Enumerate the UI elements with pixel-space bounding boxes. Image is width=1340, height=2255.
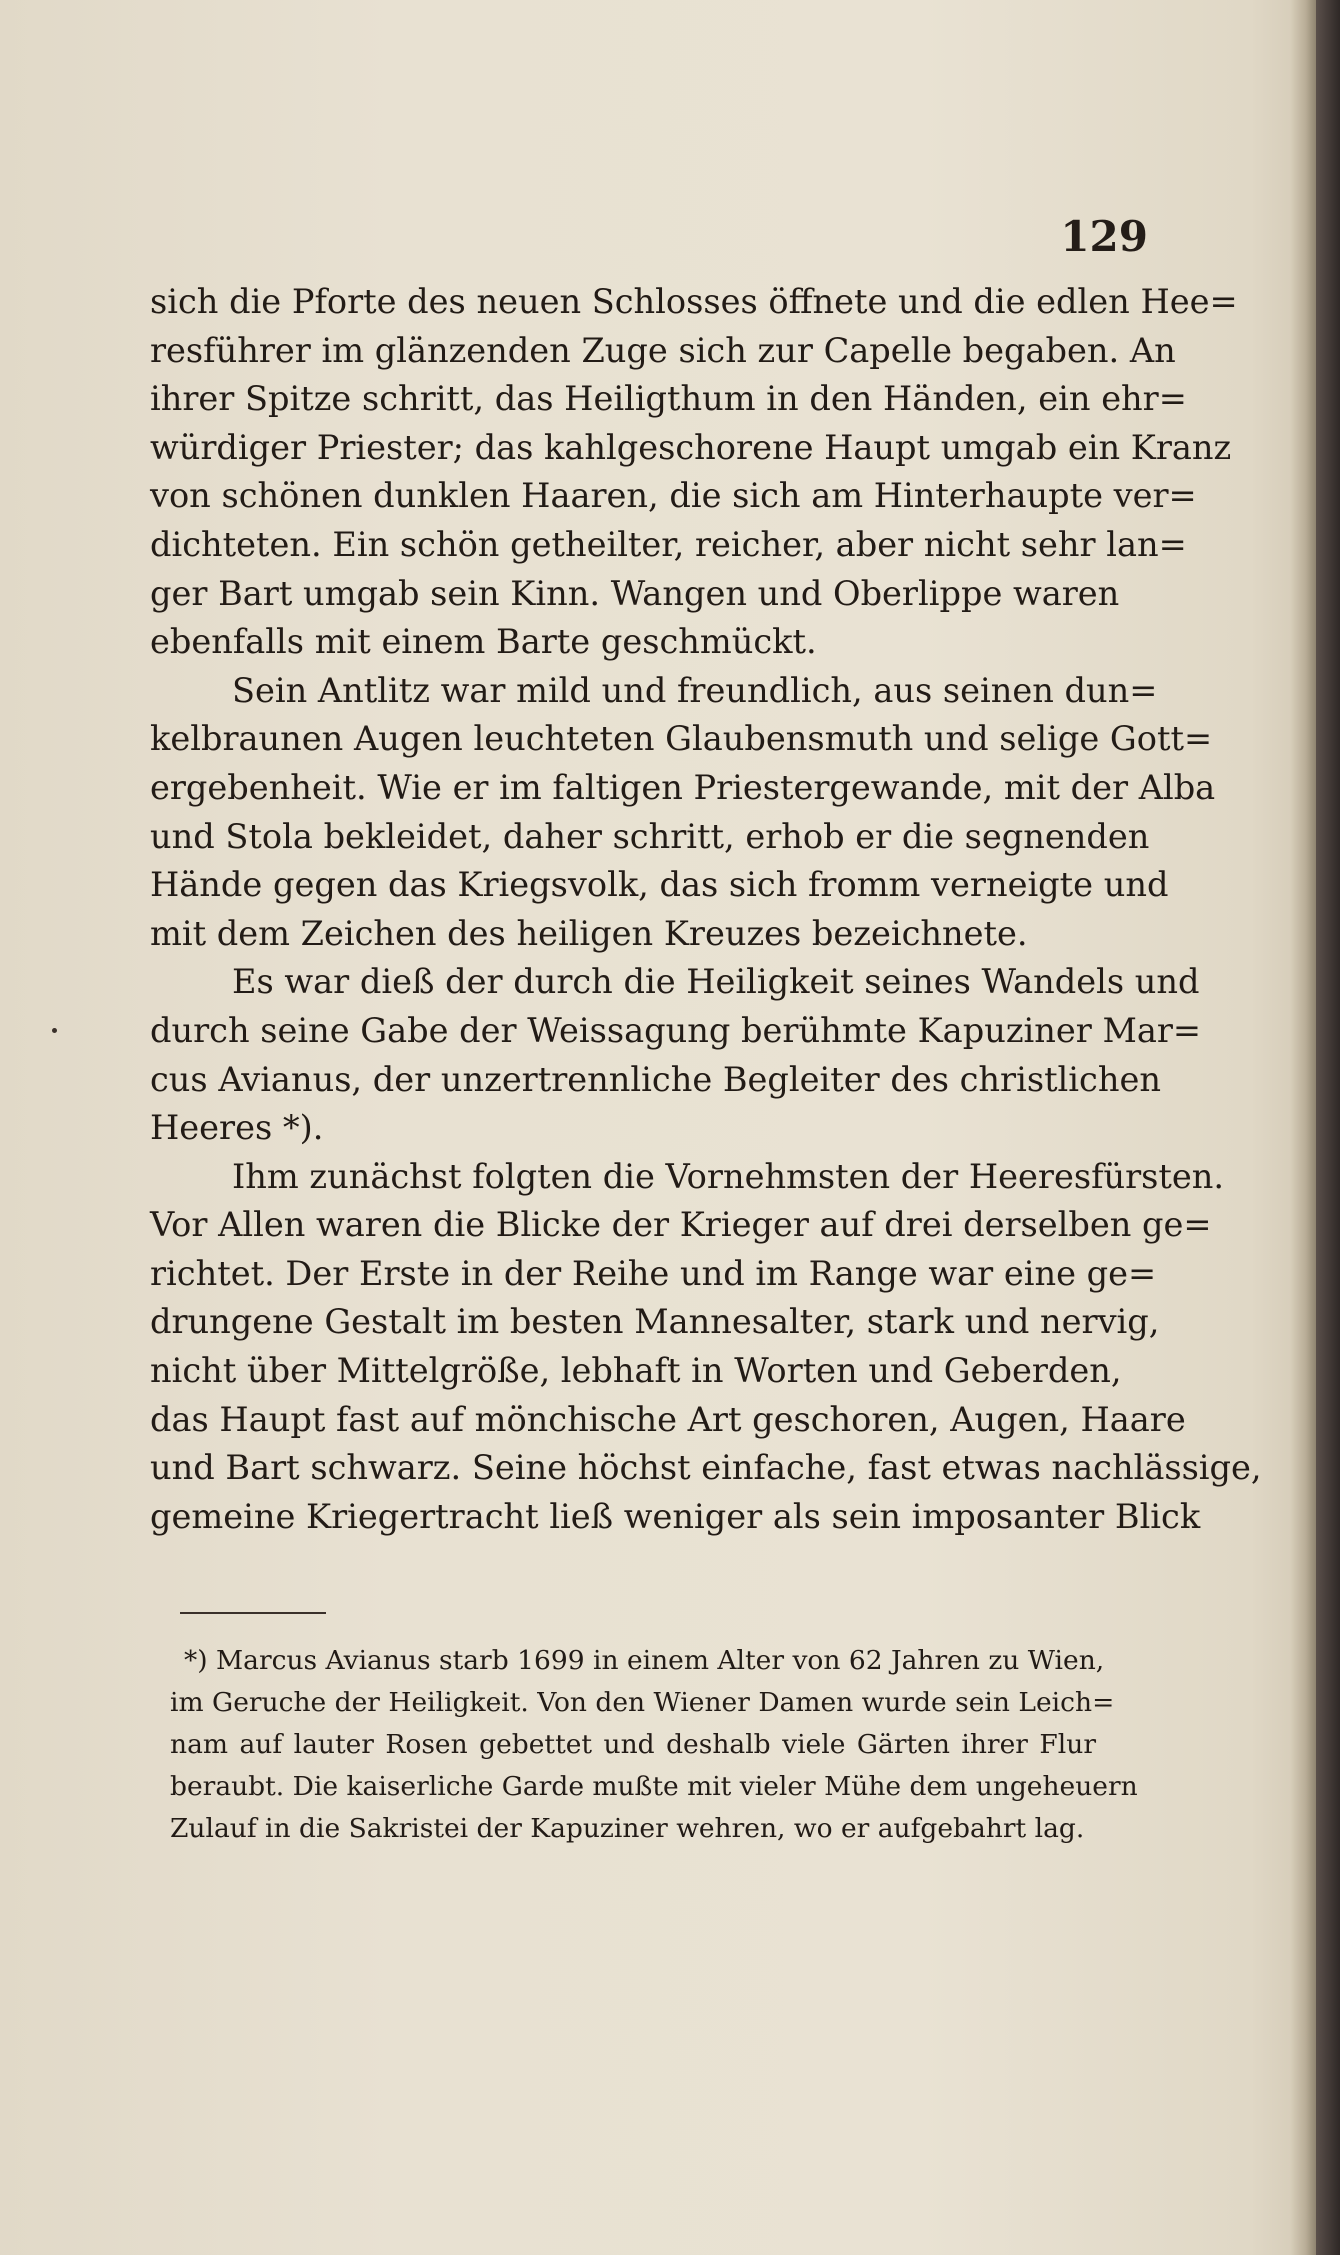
text-line: ihrer Spitze schritt, das Heiligthum in den Händen, ein ehr=	[150, 379, 1187, 419]
text-line: würdiger Priester; das kahlgeschorene Haupt umgab ein Kranz	[150, 427, 1232, 467]
text-line: ebenfalls mit einem Barte geschmückt.	[150, 622, 817, 662]
text-line: kelbraunen Augen leuchteten Glaubensmuth und selige Gott=	[150, 719, 1213, 759]
text-line: durch seine Gabe der Weissagung berühmte Kapuziner Mar=	[150, 1010, 1202, 1050]
text-line: cus Avianus, der unzertrennliche Begleiter des christlichen	[150, 1059, 1161, 1099]
text-line: Sein Antlitz war mild und freundlich, aus seinen dun=	[232, 670, 1158, 710]
page-number: 129	[1060, 212, 1148, 261]
footnote-divider	[180, 1612, 326, 1614]
text-line: Hände gegen das Kriegsvolk, das sich fromm verneigte und	[150, 865, 1169, 905]
footnote-line: Zulauf in die Sakristei der Kapuziner wehren, wo er aufgebahrt lag.	[170, 1813, 1085, 1844]
text-line: drungene Gestalt im besten Mannesalter, stark und nervig,	[150, 1302, 1160, 1342]
footnote-line: beraubt. Die kaiserliche Garde mußte mit vieler Mühe dem ungeheuern	[170, 1771, 1138, 1802]
text-line: sich die Pforte des neuen Schlosses öffnete und die edlen Hee=	[150, 282, 1238, 321]
text-line: gemeine Kriegertracht ließ weniger als sein imposanter Blick	[150, 1496, 1201, 1536]
footnote	[168, 1640, 1138, 1850]
text-line: das Haupt fast auf mönchische Art geschoren, Augen, Haare	[150, 1399, 1186, 1439]
text-line: ger Bart umgab sein Kinn. Wangen und Oberlippe waren	[150, 573, 1120, 613]
footnote-line: nam auf lauter Rosen gebettet und deshalb viele Gärten ihrer Flur	[170, 1729, 1096, 1760]
text-line: richtet. Der Erste in der Reihe und im Range war eine ge=	[150, 1253, 1157, 1293]
text-line: resführer im glänzenden Zuge sich zur Capelle begaben. An	[150, 330, 1176, 370]
text-line: Vor Allen waren die Blicke der Krieger auf drei derselben ge=	[150, 1205, 1212, 1245]
book-binding	[1316, 0, 1340, 2255]
text-line: mit dem Zeichen des heiligen Kreuzes bezeichnete.	[150, 913, 1028, 953]
text-line: und Stola bekleidet, daher schritt, erhob er die segnenden	[150, 816, 1150, 856]
text-line: von schönen dunklen Haaren, die sich am Hinterhaupte ver=	[150, 476, 1197, 516]
text-line: dichteten. Ein schön getheilter, reicher, aber nicht sehr lan=	[150, 524, 1187, 564]
text-line: Es war dieß der durch die Heiligkeit seines Wandels und	[232, 962, 1200, 1002]
text-line: und Bart schwarz. Seine höchst einfache, fast etwas nachlässige,	[150, 1448, 1262, 1488]
text-line: Ihm zunächst folgten die Vornehmsten der Heeresfürsten.	[232, 1156, 1225, 1196]
text-line: Heeres *).	[150, 1108, 324, 1148]
text-line: ergebenheit. Wie er im faltigen Priestergewande, mit der Alba	[150, 767, 1216, 807]
text-line: nicht über Mittelgröße, lebhaft in Worten und Geberden,	[150, 1351, 1122, 1391]
main-text	[150, 278, 1262, 1541]
footnote-line: im Geruche der Heiligkeit. Von den Wiener Damen wurde sein Leich=	[170, 1687, 1115, 1718]
footnote-line: *) Marcus Avianus starb 1699 in einem Alter von 62 Jahren zu Wien,	[184, 1645, 1105, 1676]
paper-speck	[52, 1028, 57, 1033]
page-edge-shadow	[1290, 0, 1316, 2255]
